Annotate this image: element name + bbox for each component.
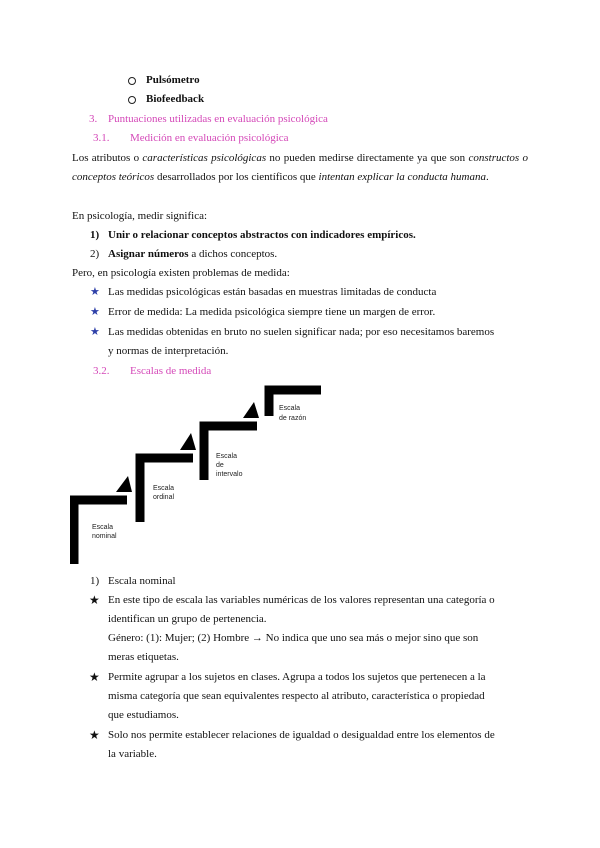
example-text-continuation: meras etiquetas. — [108, 651, 179, 663]
star-bullet-icon: ★ — [89, 670, 100, 684]
list-item: Las medidas obtenidas en bruto no suelen significar nada; por eso necesitamos baremos — [108, 326, 495, 338]
stair-label-intervalo: intervalo — [216, 471, 243, 478]
scales-staircase-diagram — [70, 380, 330, 570]
star-bullet-icon: ★ — [89, 728, 100, 742]
list-item: Unir o relacionar conceptos abstractos con indicadores empíricos. — [108, 229, 416, 241]
list-item: En este tipo de escala las variables numéricas de los valores representan una categoría o — [108, 594, 495, 606]
circle-bullet-icon — [128, 96, 136, 104]
stair-label-ordinal: ordinal — [153, 494, 175, 501]
star-bullet-icon: ★ — [89, 593, 100, 607]
list-item-continuation: la variable. — [108, 748, 157, 760]
list-item: Escala nominal — [108, 575, 176, 587]
arrow-up-icon — [243, 402, 259, 418]
list-item: Solo nos permite establecer relaciones de igualdad o desigualdad entre los elementos de — [108, 729, 495, 741]
paragraph: Pero, en psicología existen problemas de medida: — [72, 267, 290, 279]
subsection-title: Medición en evaluación psicológica — [130, 132, 289, 144]
stair-label-nominal: Escala — [92, 524, 114, 531]
list-item: Las medidas psicológicas están basadas en muestras limitadas de conducta — [108, 286, 437, 298]
list-item: Biofeedback — [146, 93, 205, 105]
section-number: 3. — [89, 113, 98, 125]
subsection-title: Escalas de medida — [130, 365, 212, 377]
star-bullet-icon: ★ — [90, 326, 100, 338]
arrow-up-icon — [180, 433, 196, 450]
star-bullet-icon: ★ — [90, 286, 100, 298]
list-item: Error de medida: La medida psicológica siempre tiene un margen de error. — [108, 306, 436, 318]
circle-bullet-icon — [128, 77, 136, 85]
example-text: Género: (1): Mujer; (2) Hombre → No indica que uno sea más o mejor sino que son — [108, 632, 479, 644]
star-bullet-icon: ★ — [90, 306, 100, 318]
paragraph: En psicología, medir significa: — [72, 210, 208, 222]
section-title: Puntuaciones utilizadas en evaluación psicológica — [108, 113, 328, 125]
paragraph: Los atributos o características psicológicas no pueden medirse directamente ya que son constructos o conceptos teóricos desarrollados por los científicos que intentan explicar la conducta humana. — [72, 152, 529, 183]
list-item-continuation: identifican un grupo de pertenencia. — [108, 613, 267, 625]
stair-label-ordinal: Escala — [153, 485, 175, 492]
stair-label-intervalo: de — [216, 462, 224, 469]
list-item-continuation: y normas de interpretación. — [108, 345, 229, 357]
list-item-continuation: misma categoría que sean equivalentes respecto al atributo, característica o propiedad — [108, 690, 485, 702]
stair-label-intervalo: Escala — [216, 453, 238, 460]
stair-label-nominal: nominal — [92, 533, 117, 540]
subsection-number: 3.2. — [93, 365, 110, 377]
list-item: Permite agrupar a los sujetos en clases. Agrupa a todos los sujetos que pertenecen a la — [108, 671, 486, 683]
stair-label-razon: Escala — [279, 405, 301, 412]
list-item: Asignar números a dichos conceptos. — [108, 248, 278, 260]
subsection-number: 3.1. — [93, 132, 110, 144]
list-number: 1) — [90, 229, 100, 241]
list-item-continuation: que estudiamos. — [108, 709, 179, 721]
stair-step-nominal — [74, 500, 127, 564]
stair-label-razon: de razón — [279, 415, 307, 422]
list-number: 1) — [90, 575, 100, 587]
list-number: 2) — [90, 248, 100, 260]
stair-step-razon — [269, 390, 321, 416]
arrow-up-icon — [116, 476, 132, 492]
list-item: Pulsómetro — [146, 74, 200, 86]
